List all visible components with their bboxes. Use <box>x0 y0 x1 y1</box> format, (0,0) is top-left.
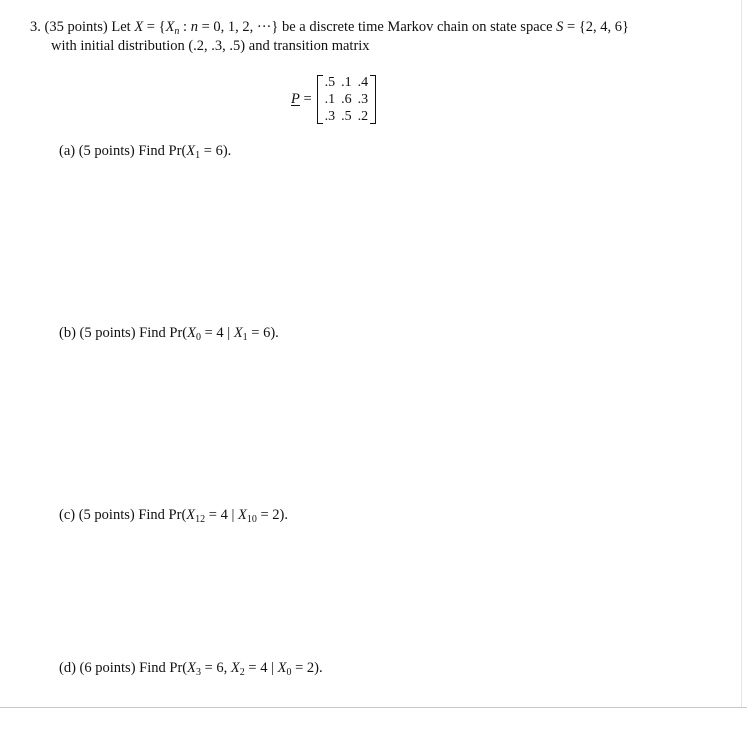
part-c-points: (5 points) <box>78 507 135 523</box>
part-d-points: (6 points) <box>79 660 136 676</box>
problem-text-line-1: Let $X = \{X_n$ : n = 0, 1, 2, ···} be a discrete time Markov chain on state space S = {2, 4, 6} <box>111 19 629 37</box>
matrix-row <box>322 74 372 91</box>
part-b-label: (b) <box>59 325 76 341</box>
part-d-text: Find $Pr(X_3 = 6$, $X_2 = 4$ | $X_0 = 2$). <box>139 660 323 678</box>
matrix-cell: .3 <box>357 91 369 107</box>
part-c-text: Find $Pr(X_{12} = 4$ | $X_{10} = 2$). <box>138 507 288 525</box>
matrix-table <box>322 74 372 125</box>
matrix-right-bracket <box>370 75 376 124</box>
part-c <box>59 506 288 524</box>
matrix-label <box>291 90 312 108</box>
matrix-cell: .6 <box>341 91 352 107</box>
matrix-equals: = <box>303 91 312 107</box>
transition-matrix <box>317 74 377 125</box>
matrix-cell: .3 <box>324 108 336 124</box>
matrix-cell: .5 <box>324 74 336 90</box>
problem-text-line-2: with initial distribution (.2, .3, .5) and transition matrix <box>51 38 370 54</box>
page-bottom-edge <box>0 707 747 708</box>
matrix-symbol: P <box>291 91 300 107</box>
part-b-points: (5 points) <box>79 325 136 341</box>
problem-points: (35 points) <box>44 19 108 35</box>
matrix-left-bracket <box>317 75 323 124</box>
part-a-text: Find $Pr(X_1 = 6)$. <box>138 143 232 161</box>
matrix-cell: .1 <box>341 74 352 90</box>
problem-number: 3. <box>30 19 41 35</box>
problem-statement-line-2 <box>51 37 370 55</box>
part-b <box>59 324 279 342</box>
part-c-label: (c) <box>59 507 76 523</box>
part-d <box>59 659 323 677</box>
matrix-cell: .2 <box>357 108 369 124</box>
matrix-row <box>322 108 372 125</box>
part-a-points: (5 points) <box>78 143 135 159</box>
page-right-edge <box>741 0 742 707</box>
matrix-cell: .4 <box>357 74 369 90</box>
part-d-label: (d) <box>59 660 76 676</box>
part-a-label: (a) <box>59 143 76 159</box>
matrix-cell: .5 <box>341 108 352 124</box>
problem-statement-line-1 <box>30 18 629 36</box>
transition-matrix-equation <box>291 73 376 125</box>
matrix-row <box>322 91 372 108</box>
part-a <box>59 142 231 160</box>
part-b-text: Find $Pr(X_0 = 4$ | $X_1 = 6$). <box>139 325 279 343</box>
matrix-cell: .1 <box>324 91 336 107</box>
